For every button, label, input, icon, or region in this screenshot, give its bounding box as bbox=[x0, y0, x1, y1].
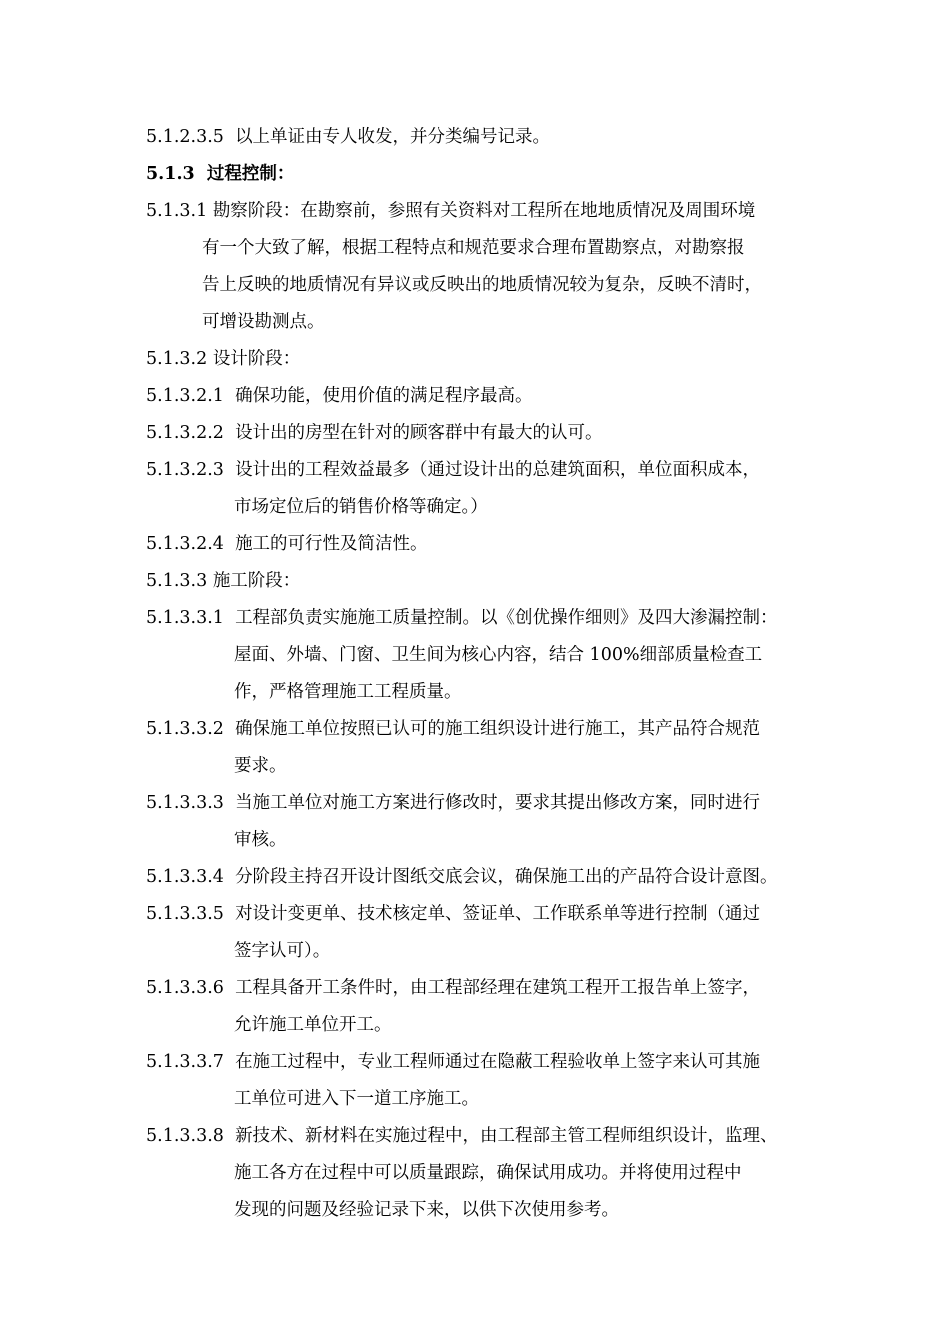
clause-text-continued: 工单位可进入下一道工序施工。 bbox=[234, 1089, 479, 1109]
clause-number: 5.1.3.3.4 bbox=[146, 867, 224, 887]
clause-text-continued: 有一个大致了解，根据工程特点和规范要求合理布置勘察点，对勘察报 bbox=[202, 238, 745, 258]
clause-text-continued: 要求。 bbox=[234, 756, 287, 776]
paragraph-5-1-3-2-1 bbox=[146, 378, 826, 415]
clause-text-continued: 屋面、外墙、门窗、卫生间为核心内容，结合 100%细部质量检查工 bbox=[234, 645, 763, 665]
clause-text-continued: 作，严格管理施工工程质量。 bbox=[234, 682, 462, 702]
clause-text: 施工的可行性及简洁性。 bbox=[235, 534, 428, 554]
clause-text: 设计出的工程效益最多（通过设计出的总建筑面积，单位面积成本， bbox=[235, 460, 761, 480]
clause-number: 5.1.3.2.3 bbox=[146, 460, 224, 480]
clause-text-continued: 审核。 bbox=[234, 830, 287, 850]
clause-number: 5.1.3.3.5 bbox=[146, 904, 224, 924]
clause-number: 5.1.3.3 bbox=[146, 571, 208, 591]
paragraph-5-1-3-3-3 bbox=[146, 785, 826, 859]
section-title: 过程控制： bbox=[206, 164, 295, 184]
clause-text-continued: 签字认可）。 bbox=[234, 941, 331, 961]
clause-number: 5.1.3.3.8 bbox=[146, 1126, 224, 1146]
clause-text: 新技术、新材料在实施过程中，由工程部主管工程师组织设计，监理、 bbox=[235, 1126, 778, 1146]
clause-text-continued: 施工各方在过程中可以质量跟踪，确保试用成功。并将使用过程中 bbox=[234, 1163, 742, 1183]
paragraph-5-1-3-3-4 bbox=[146, 859, 826, 896]
clause-number: 5.1.3.1 bbox=[146, 201, 208, 221]
clause-text: 勘察阶段：在勘察前，参照有关资料对工程所在地地质情况及周围环境 bbox=[212, 201, 756, 221]
paragraph-5-1-3-3-5 bbox=[146, 896, 826, 970]
paragraph-5-1-3-3-6 bbox=[146, 970, 826, 1044]
paragraph-5-1-3-2 bbox=[146, 341, 826, 378]
clause-text-continued: 市场定位后的销售价格等确定。） bbox=[234, 497, 488, 517]
clause-text: 工程部负责实施施工质量控制。以《创优操作细则》及四大渗漏控制： bbox=[235, 608, 778, 628]
clause-text: 对设计变更单、技术核定单、签证单、工作联系单等进行控制（通过 bbox=[235, 904, 761, 924]
paragraph-5-1-3-3-1 bbox=[146, 600, 826, 711]
clause-text: 以上单证由专人收发，并分类编号记录。 bbox=[235, 127, 551, 147]
clause-text-continued: 发现的问题及经验记录下来，以供下次使用参考。 bbox=[234, 1200, 619, 1220]
clause-text-continued: 告上反映的地质情况有异议或反映出的地质情况较为复杂，反映不清时， bbox=[202, 275, 762, 295]
clause-number: 5.1.3.3.1 bbox=[146, 608, 224, 628]
paragraph-5-1-3-2-3 bbox=[146, 452, 826, 526]
clause-text: 设计阶段： bbox=[212, 349, 301, 369]
paragraph-5-1-3-2-2 bbox=[146, 415, 826, 452]
section-heading-5-1-3 bbox=[146, 156, 826, 193]
clause-number: 5.1.3.2.4 bbox=[146, 534, 224, 554]
clause-text: 在施工过程中，专业工程师通过在隐蔽工程验收单上签字来认可其施 bbox=[235, 1052, 761, 1072]
clause-text: 设计出的房型在针对的顾客群中有最大的认可。 bbox=[235, 423, 603, 443]
clause-text-continued: 可增设勘测点。 bbox=[202, 312, 325, 332]
clause-number: 5.1.3.3.7 bbox=[146, 1052, 224, 1072]
clause-number: 5.1.3.3.2 bbox=[146, 719, 224, 739]
clause-number: 5.1.3.2.2 bbox=[146, 423, 224, 443]
clause-number: 5.1.3.2 bbox=[146, 349, 208, 369]
paragraph-5-1-3-3-8 bbox=[146, 1118, 826, 1229]
paragraph-5-1-3-1 bbox=[146, 193, 826, 341]
clause-text: 确保施工单位按照已认可的施工组织设计进行施工，其产品符合规范 bbox=[235, 719, 761, 739]
section-number: 5.1.3 bbox=[146, 164, 195, 184]
clause-text: 施工阶段： bbox=[212, 571, 301, 591]
paragraph-5-1-3-3-7 bbox=[146, 1044, 826, 1118]
clause-number: 5.1.2.3.5 bbox=[146, 127, 224, 147]
paragraph-5-1-3-2-4 bbox=[146, 526, 826, 563]
clause-text: 当施工单位对施工方案进行修改时，要求其提出修改方案，同时进行 bbox=[235, 793, 761, 813]
clause-number: 5.1.3.2.1 bbox=[146, 386, 224, 406]
clause-number: 5.1.3.3.6 bbox=[146, 978, 224, 998]
clause-text: 确保功能，使用价值的满足程序最高。 bbox=[235, 386, 533, 406]
paragraph-5-1-3-3-2 bbox=[146, 711, 826, 785]
clause-text: 分阶段主持召开设计图纸交底会议，确保施工出的产品符合设计意图。 bbox=[235, 867, 778, 887]
clause-text: 工程具备开工条件时，由工程部经理在建筑工程开工报告单上签字， bbox=[235, 978, 761, 998]
clause-text-continued: 允许施工单位开工。 bbox=[234, 1015, 392, 1035]
paragraph-5-1-2-3-5 bbox=[146, 119, 826, 156]
paragraph-5-1-3-3 bbox=[146, 563, 826, 600]
clause-number: 5.1.3.3.3 bbox=[146, 793, 224, 813]
